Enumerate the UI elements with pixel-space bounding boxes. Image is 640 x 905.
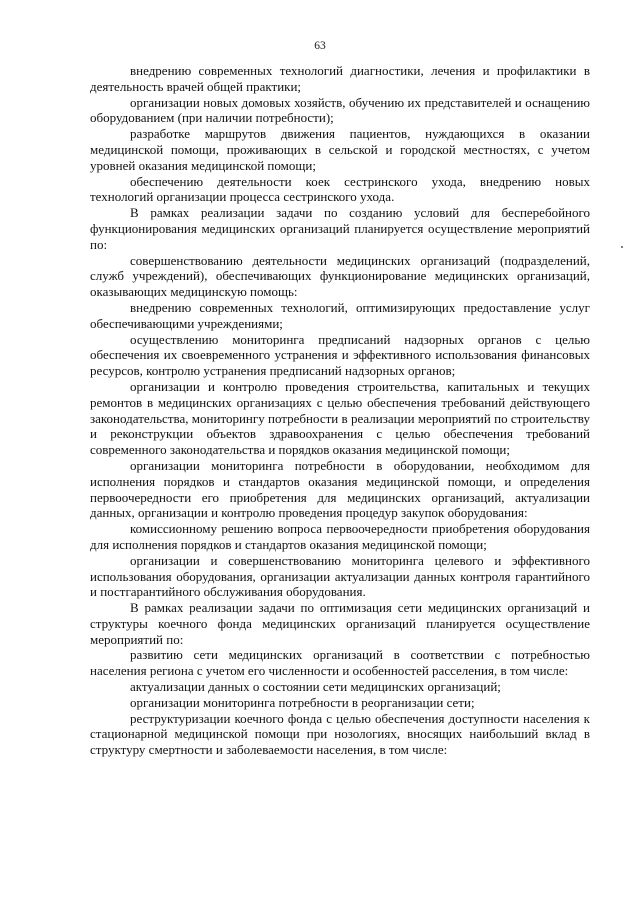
paragraph: организации мониторинга потребности в реорганизации сети; xyxy=(130,694,475,710)
paragraph: В рамках реализации задачи по созданию условий для бесперебойного функционирования медицинских организаций планируется осуществление мероприятий по: xyxy=(90,205,590,252)
paragraph: В рамках реализации задачи по оптимизация сети медицинских организаций и структуры коечного фонда медицинских организаций планируется осуществление мероприятий по: xyxy=(90,600,590,647)
paragraph: осуществлению мониторинга предписаний надзорных органов с целью обеспечения их своевременного устранения и эффективного использования финансовых ресурсов, контролю устранения предписаний надзорных органов; xyxy=(90,331,590,379)
paragraph: внедрению современных технологий диагностики, лечения и профилактики в деятельность врачей общей практики; xyxy=(90,63,590,94)
paragraph: развитию сети медицинских организаций в соответствии с потребностью населения региона с учетом его численности и особенностей расселения, в том числе: xyxy=(90,647,590,679)
paragraph: организации новых домовых хозяйств, обучению их представителей и оснащению оборудованием (при наличии потребности); xyxy=(90,94,590,126)
paragraph: организации мониторинга потребности в оборудовании, необходимом для исполнения порядков и стандартов оказания медицинской помощи, и определения первоочередности его приобретения для медицинских организаций, актуализации данных, организации и контролю проведения процедур закупок оборудования: xyxy=(90,457,590,521)
paragraph: обеспечению деятельности коек сестринского ухода, внедрению новых технологий организации процесса сестринского ухода. xyxy=(90,173,590,205)
paragraph: актуализации данных о состоянии сети медицинских организаций; xyxy=(130,679,501,695)
paragraph: организации и совершенствованию мониторинга целевого и эффективного использования оборудования, организации актуализации данных контроля гарантийного и постгарантийного обслуживания оборудования. xyxy=(90,552,590,600)
body-text xyxy=(90,63,590,758)
paragraph: реструктуризации коечного фонда с целью обеспечения доступности населения к стационарной медицинской помощи при нозологиях, вносящих наибольший вклад в структуру смертности и заболеваемости населения, в том числе: xyxy=(90,710,590,758)
paragraph: организации и контролю проведения строительства, капитальных и текущих ремонтов в медицинских организациях с целью обеспечения требований действующего законодательства, мониторингу потребности в реализации мероприятий по строительству и реконструкции объектов здравоохранения с целью обеспечения требований современного законодательства и порядков оказания медицинской помощи; xyxy=(90,378,590,458)
paragraph: комиссионному решению вопроса первоочередности приобретения оборудования для исполнения порядков и стандартов оказания медицинской помощи; xyxy=(90,521,590,552)
paragraph: совершенствованию деятельности медицинских организаций (подразделений, служб учреждений), обеспечивающих функционирование медицинских организаций, оказывающих медицинскую помощь: xyxy=(90,252,590,300)
paragraph: внедрению современных технологий, оптимизирующих предоставление услуг обеспечивающими учреждениями; xyxy=(90,299,590,331)
page-number: 63 xyxy=(314,40,326,52)
scan-speck xyxy=(621,246,623,248)
paragraph: разработке маршрутов движения пациентов, нуждающихся в оказании медицинской помощи, проживающих в сельской и городской местностях, с учетом уровней оказания медицинской помощи; xyxy=(90,126,590,173)
